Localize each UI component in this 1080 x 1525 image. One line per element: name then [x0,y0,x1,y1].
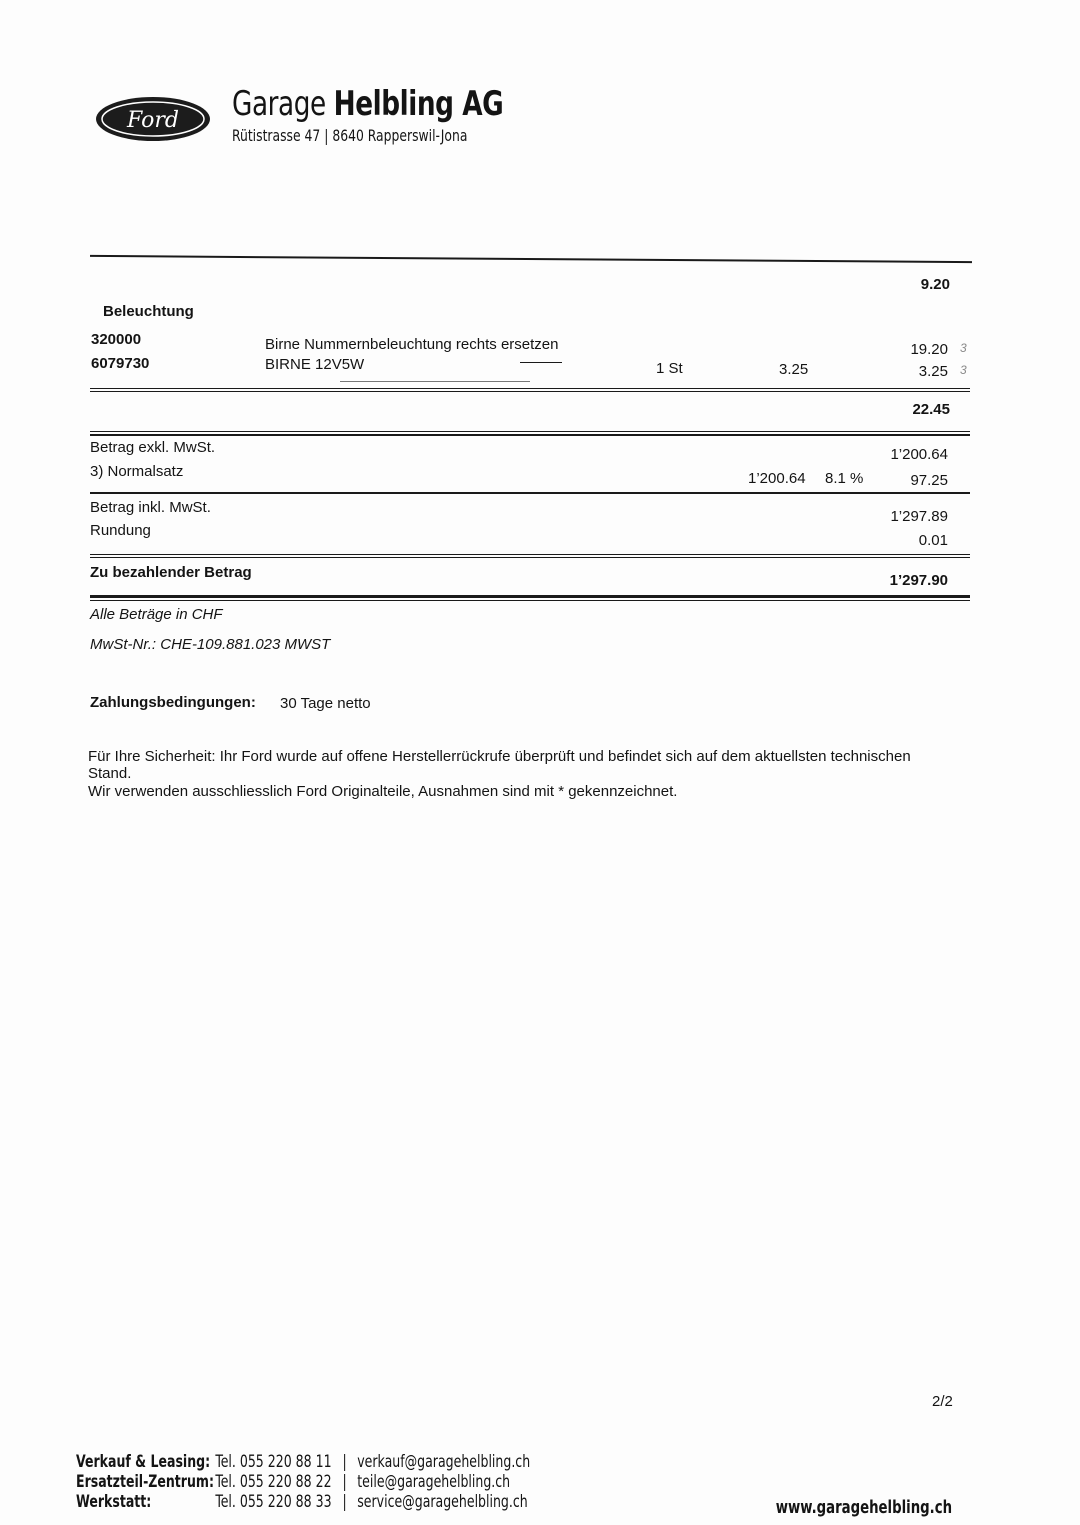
payment-terms-label: Zahlungsbedingungen: [90,694,256,711]
currency-note: Alle Beträge in CHF [90,606,223,623]
item-quantity: 1 St [656,360,683,377]
page-number: 2/2 [932,1393,953,1410]
footer-contacts [76,1452,530,1512]
carry-total: 9.20 [920,276,950,293]
vat-rule [90,492,970,494]
vat-base: 1’200.64 [748,470,806,487]
rounding-value: 0.01 [918,532,948,549]
item-amount: 19.20 [910,341,948,358]
vat-amount: 97.25 [910,472,948,489]
ford-logo-text: Ford [127,108,179,133]
footer-dept: Werkstatt: [76,1492,152,1512]
total-value: 1’297.90 [889,572,948,589]
strike-mark [520,362,562,363]
footer-tel: Tel. 055 220 88 33 [215,1492,332,1512]
item-code: 320000 [91,331,142,348]
vat-rate-label: 3) Normalsatz [90,463,184,480]
subtotal-rule [90,434,970,436]
subtotal-rule [90,431,970,432]
notes-block [88,748,948,800]
amount-incl-value: 1’297.89 [890,508,948,525]
total-rule [90,600,970,601]
footer-dept: Verkauf & Leasing: [76,1452,211,1472]
section-rule [90,391,970,392]
scan-smudge [340,381,530,382]
total-label: Zu bezahlender Betrag [90,564,252,581]
item-description: BIRNE 12V5W [265,356,365,373]
footer-row [76,1492,530,1512]
section-rule [90,388,970,389]
footer-row [76,1472,530,1492]
total-rule [90,595,970,598]
section-title: Beleuchtung [103,303,194,320]
company-address: Rütistrasse 47 | 8640 Rapperswil-Jona [232,126,468,145]
amount-excl-label: Betrag exkl. MwSt. [90,439,216,456]
footer-email: service@garagehelbling.ch [357,1492,528,1512]
item-unit-price: 3.25 [779,361,809,378]
footer-website: www.garagehelbling.ch [775,1497,952,1518]
footer-tel: Tel. 055 220 88 11 [215,1452,332,1472]
footer-email: teile@garagehelbling.ch [357,1472,511,1492]
item-code: 6079730 [91,355,150,372]
footer-row [76,1452,530,1472]
item-vat-code: 3 [960,341,967,355]
rounding-rule [90,554,970,555]
amount-excl-value: 1’200.64 [890,446,948,463]
footer-separator: | [342,1472,347,1492]
footer-separator: | [342,1492,347,1512]
vat-number: MwSt-Nr.: CHE-109.881.023 MWST [90,636,331,653]
parts-note: Wir verwenden ausschliesslich Ford Originalteile, Ausnahmen sind mit * gekennzeichnet. [88,783,678,800]
section-total: 22.45 [912,401,950,418]
rounding-label: Rundung [90,522,151,539]
item-description: Birne Nummernbeleuchtung rechts ersetzen [265,336,559,353]
amount-incl-label: Betrag inkl. MwSt. [90,499,211,516]
vat-rate: 8.1 % [825,470,864,487]
rounding-rule [90,557,970,558]
footer-dept: Ersatzteil-Zentrum: [76,1472,215,1492]
item-amount: 3.25 [918,363,948,380]
item-vat-code: 3 [960,363,967,377]
ford-logo [95,96,211,142]
company-name: Garage Helbling AG [232,84,504,124]
footer-email: verkauf@garagehelbling.ch [357,1452,531,1472]
footer-tel: Tel. 055 220 88 22 [215,1472,332,1492]
safety-note: Für Ihre Sicherheit: Ihr Ford wurde auf offene Herstellerrückrufe überprüft und befindet sich auf dem aktuellsten technischen Stand. [88,748,911,782]
footer-separator: | [342,1452,347,1472]
top-rule [90,255,972,263]
payment-terms-value: 30 Tage netto [280,695,371,712]
